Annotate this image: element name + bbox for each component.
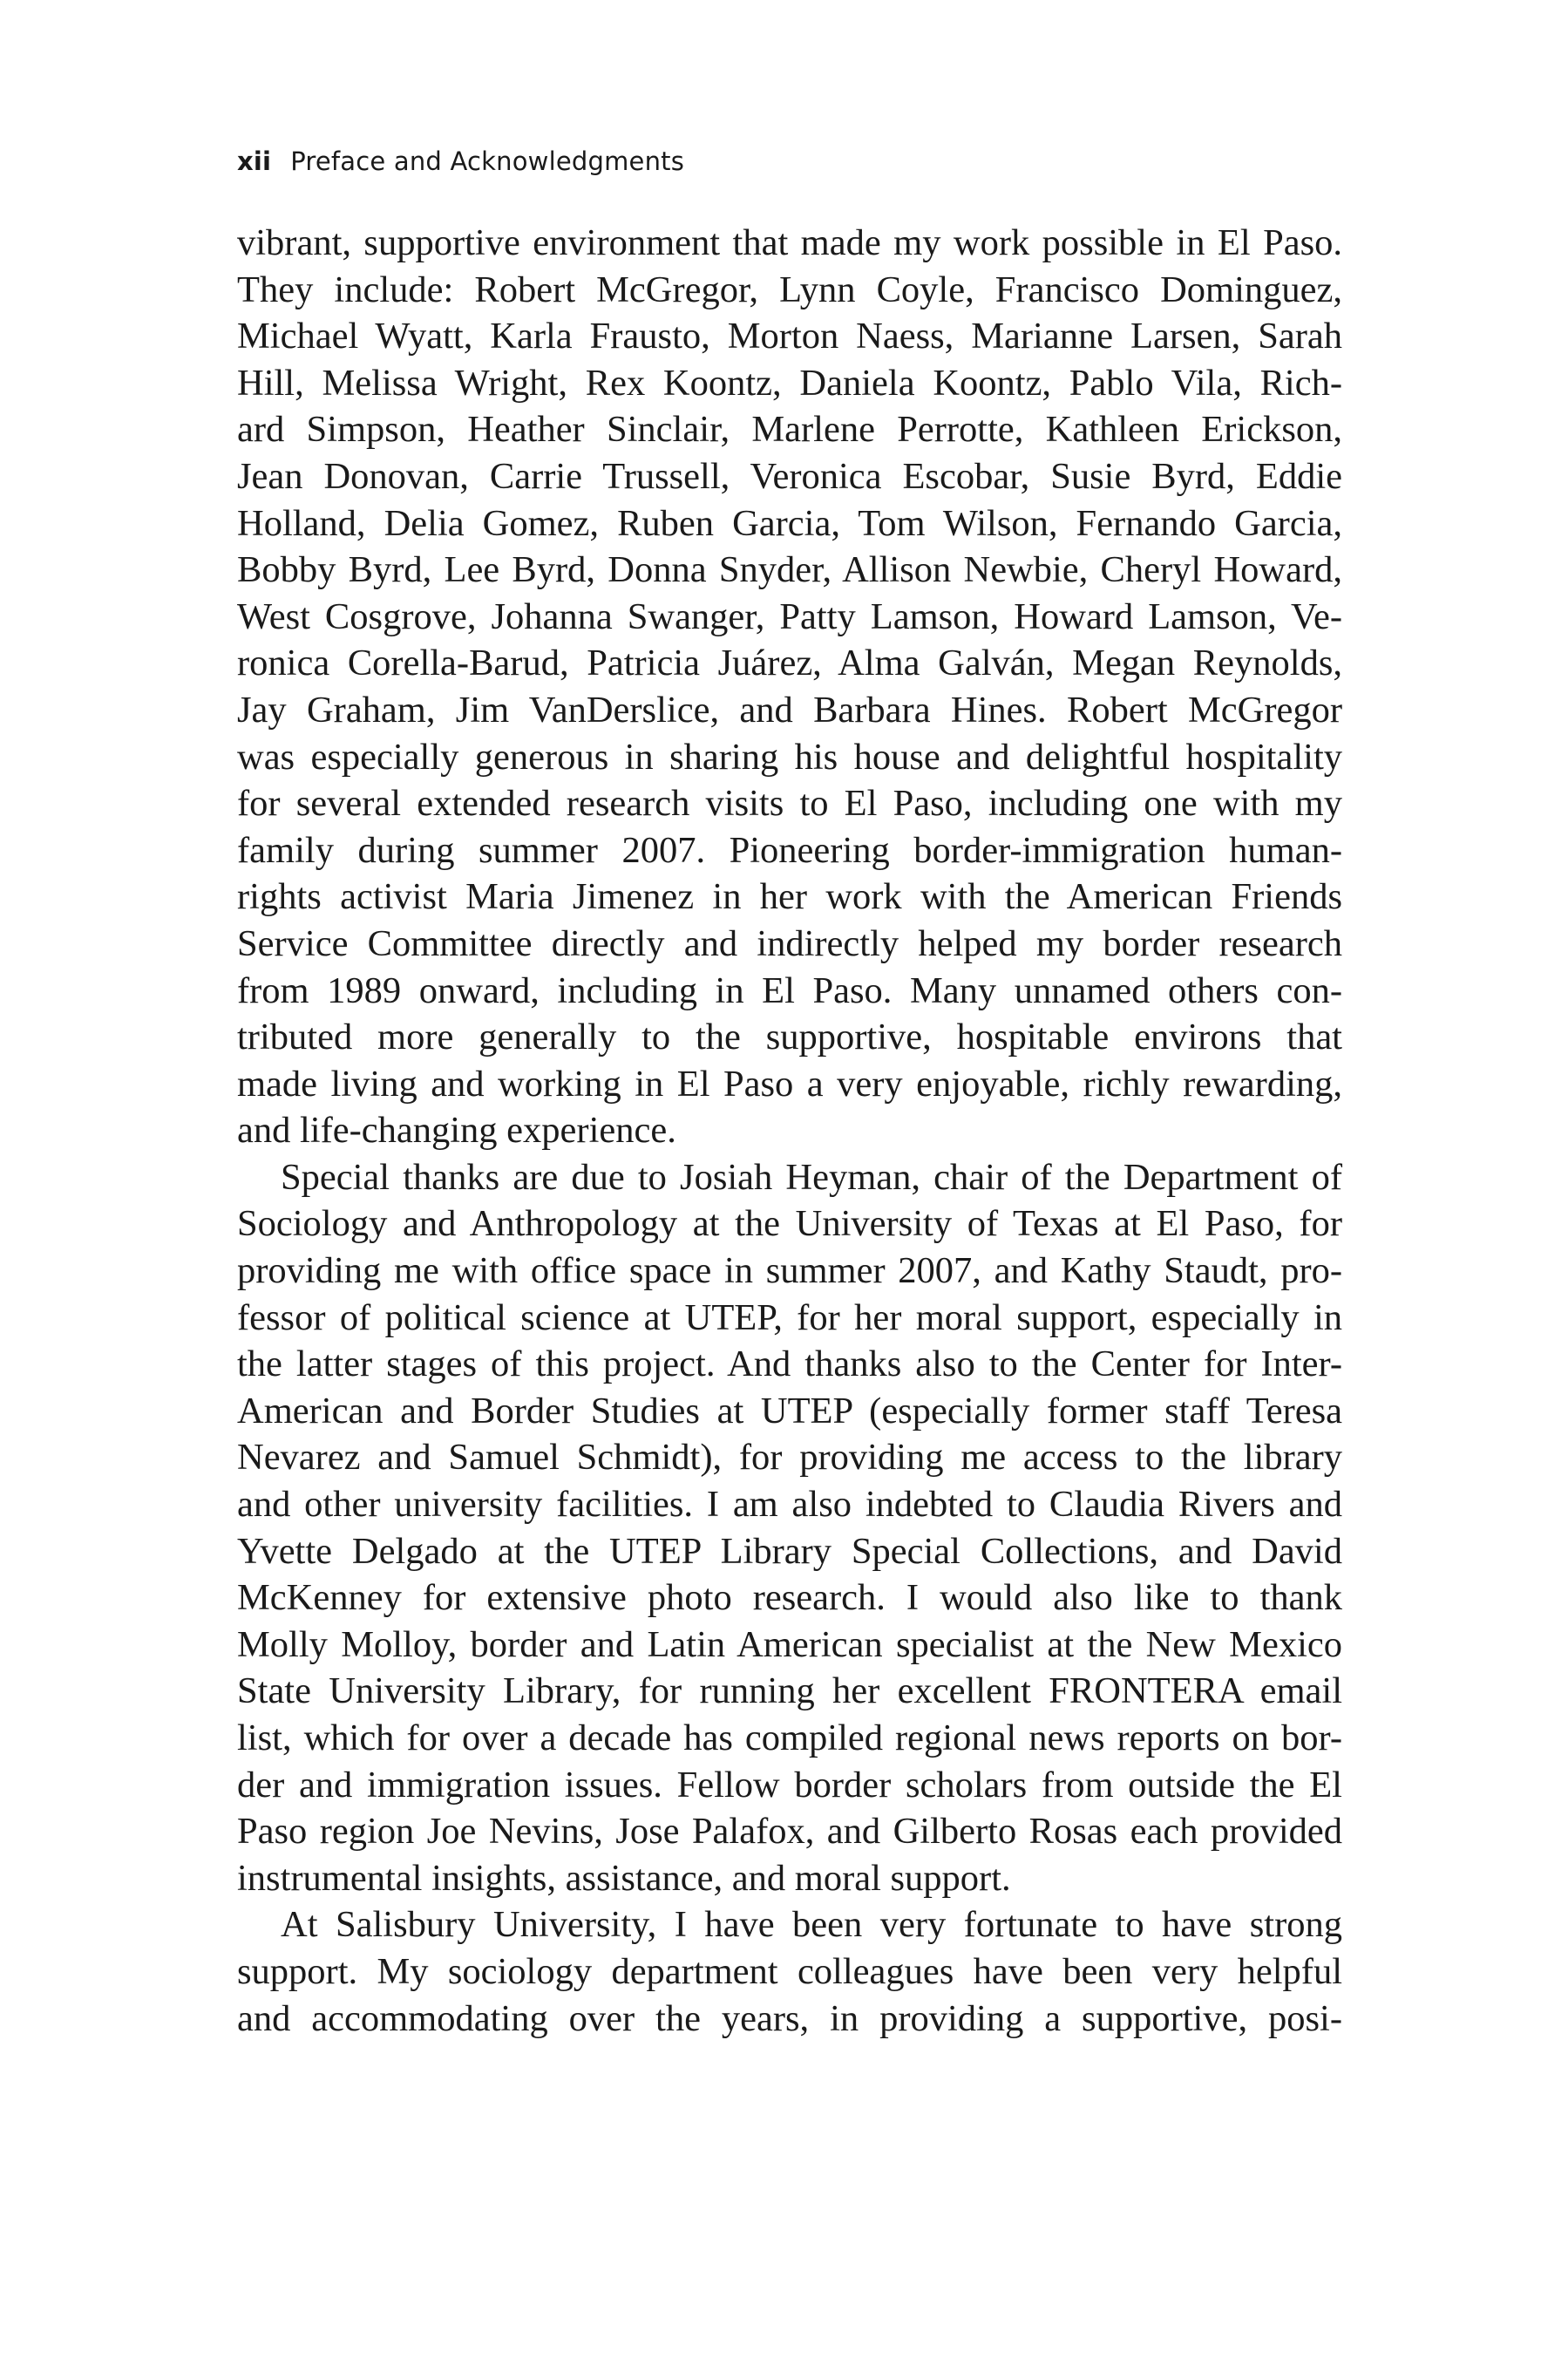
text-line: American and Border Studies at UTEP (especially former staff Teresa: [237, 1390, 1342, 1432]
text-line: support. My sociology department colleagues have been very helpful: [237, 1950, 1342, 1992]
text-line: Special thanks are due to Josiah Heyman, chair of the Department of: [281, 1156, 1342, 1198]
text-line: ronica Corella-Barud, Patricia Juárez, Alma Galván, Megan Reynolds,: [237, 643, 1342, 684]
text-line: Paso region Joe Nevins, Jose Palafox, and Gilberto Rosas each provided: [237, 1811, 1342, 1853]
text-line: fessor of political science at UTEP, for her moral support, especially in: [237, 1296, 1342, 1338]
body-text: [237, 220, 1342, 2042]
text-line: McKenney for extensive photo research. I would also like to thank: [237, 1577, 1342, 1619]
text-line: Jean Donovan, Carrie Trussell, Veronica Escobar, Susie Byrd, Eddie: [237, 455, 1342, 497]
paragraph-3: [237, 1901, 1342, 2042]
running-head-title: Preface and Acknowledgments: [290, 146, 685, 176]
text-line: list, which for over a decade has compiled regional news reports on bor-: [237, 1717, 1342, 1758]
text-line: Yvette Delgado at the UTEP Library Special Collections, and David: [237, 1530, 1342, 1572]
text-line: State University Library, for running her excellent FRONTERA email: [237, 1670, 1342, 1712]
text-line: vibrant, supportive environment that made my work possible in El Paso.: [237, 222, 1342, 263]
text-line: Nevarez and Samuel Schmidt), for providing me access to the library: [237, 1437, 1342, 1479]
text-line: was especially generous in sharing his house and delightful hospitality: [237, 736, 1342, 778]
text-line: Michael Wyatt, Karla Frausto, Morton Naess, Marianne Larsen, Sarah: [237, 316, 1342, 357]
text-line: and accommodating over the years, in providing a supportive, posi-: [237, 1997, 1342, 2039]
text-line: Sociology and Anthropology at the University of Texas at El Paso, for: [237, 1203, 1342, 1245]
text-line: Holland, Delia Gomez, Ruben Garcia, Tom Wilson, Fernando Garcia,: [237, 502, 1342, 544]
text-line: der and immigration issues. Fellow border scholars from outside the El: [237, 1764, 1342, 1806]
text-line: the latter stages of this project. And thanks also to the Center for Inter-: [237, 1343, 1342, 1385]
text-line: from 1989 onward, including in El Paso. Many unnamed others con-: [237, 969, 1342, 1011]
text-line: made living and working in El Paso a very enjoyable, richly rewarding,: [237, 1063, 1342, 1105]
text-line: Service Committee directly and indirectly helped my border research: [237, 922, 1342, 964]
running-head: [237, 146, 684, 176]
paragraph-2: [237, 1154, 1342, 1902]
text-line: family during summer 2007. Pioneering border-immigration human-: [237, 829, 1342, 871]
text-line: They include: Robert McGregor, Lynn Coyle, Francisco Dominguez,: [237, 269, 1342, 310]
paragraph-1: [237, 220, 1342, 1154]
text-line: Jay Graham, Jim VanDerslice, and Barbara Hines. Robert McGregor: [237, 689, 1342, 731]
text-line: ard Simpson, Heather Sinclair, Marlene Perrotte, Kathleen Erickson,: [237, 409, 1342, 451]
text-line: Molly Molloy, border and Latin American specialist at the New Mexico: [237, 1623, 1342, 1665]
text-line: West Cosgrove, Johanna Swanger, Patty Lamson, Howard Lamson, Ve-: [237, 595, 1342, 637]
text-line: providing me with office space in summer 2007, and Kathy Staudt, pro-: [237, 1250, 1342, 1292]
text-line: Hill, Melissa Wright, Rex Koontz, Daniela Koontz, Pablo Vila, Rich-: [237, 362, 1342, 404]
text-line: tributed more generally to the supportive, hospitable environs that: [237, 1017, 1342, 1058]
text-line: for several extended research visits to El Paso, including one with my: [237, 783, 1342, 825]
text-line: rights activist Maria Jimenez in her work with the American Friends: [237, 876, 1342, 918]
text-line: and life-changing experience.: [237, 1110, 676, 1152]
text-line: Bobby Byrd, Lee Byrd, Donna Snyder, Allison Newbie, Cheryl Howard,: [237, 549, 1342, 591]
page-number: xii: [237, 146, 272, 176]
text-line: instrumental insights, assistance, and moral support.: [237, 1857, 1011, 1899]
text-line: and other university facilities. I am also indebted to Claudia Rivers and: [237, 1484, 1342, 1526]
text-line: At Salisbury University, I have been very fortunate to have strong: [281, 1904, 1342, 1946]
